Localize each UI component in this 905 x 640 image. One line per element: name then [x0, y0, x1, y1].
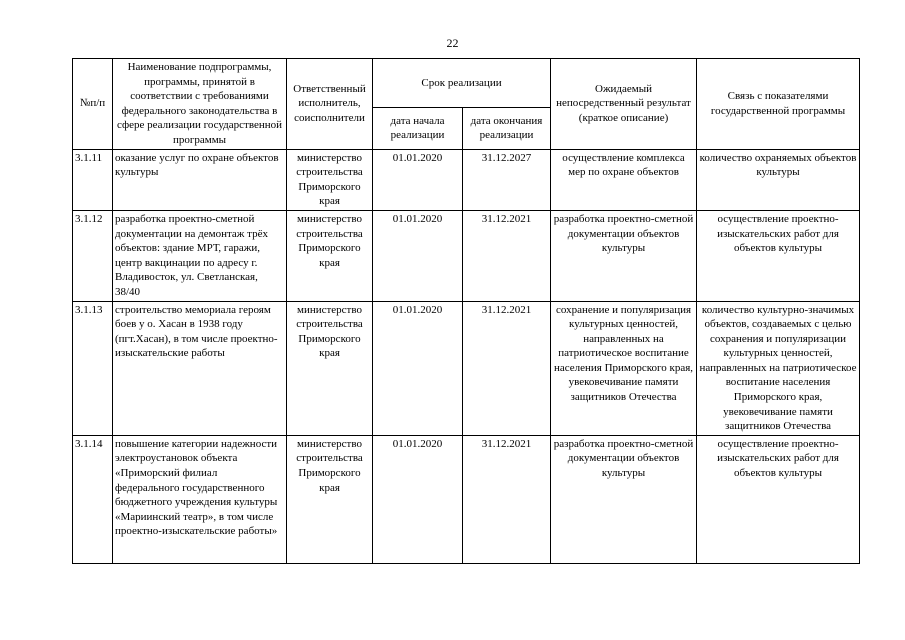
- row-start: 01.01.2020: [373, 301, 463, 435]
- header-period: Срок реализации: [373, 59, 551, 108]
- row-end: 31.12.2021: [463, 210, 551, 301]
- row-num: 3.1.14: [73, 435, 113, 563]
- row-link: количество культурно-значимых объектов, создаваемых с целью сохранения и популяризации культурных ценностей, направленных на патриотическое воспитание населения Приморского края, увековечивание памяти защитников Отечества: [697, 301, 860, 435]
- table-row: [73, 435, 860, 563]
- header-executor: Ответственный исполнитель, соисполнители: [287, 59, 373, 150]
- row-num: 3.1.12: [73, 210, 113, 301]
- table-row: [73, 210, 860, 301]
- header-name: Наименование подпрограммы, программы, принятой в соответствии с требованиями федерального законодательства в сфере реализации государственной программы: [113, 59, 287, 150]
- row-executor: министерство строительства Приморского края: [287, 149, 373, 210]
- row-link: осуществление проектно-изыскательских работ для объектов культуры: [697, 435, 860, 563]
- row-link: количество охраняемых объектов культуры: [697, 149, 860, 210]
- header-result: Ожидаемый непосредственный результат (краткое описание): [551, 59, 697, 150]
- header-link: Связь с показателями государственной программы: [697, 59, 860, 150]
- header-num: №п/п: [73, 59, 113, 150]
- page-number: 22: [446, 36, 459, 50]
- row-result: сохранение и популяризация культурных ценностей, направленных на патриотическое воспитание населения Приморского края, увековечивание памяти защитников Отечества: [551, 301, 697, 435]
- header-end: дата окончания реализации: [463, 108, 551, 149]
- row-result: разработка проектно-сметной документации объектов культуры: [551, 435, 697, 563]
- row-name: строительство мемориала героям боев у о. Хасан в 1938 году (пгт.Хасан), в том числе проектно-изыскательские работы: [113, 301, 287, 435]
- row-num: 3.1.11: [73, 149, 113, 210]
- program-table: [72, 58, 860, 564]
- header-start: дата начала реализации: [373, 108, 463, 149]
- row-executor: министерство строительства Приморского края: [287, 301, 373, 435]
- row-name: повышение категории надежности электроустановок объекта «Приморский филиал федерального государственного бюджетного учреждения культуры «Мариинский театр», в том числе проектно-изыскательские работы»: [113, 435, 287, 563]
- row-start: 01.01.2020: [373, 435, 463, 563]
- row-name: разработка проектно-сметной документации на демонтаж трёх объектов: здание МРТ, гаражи, центр вакцинации по адресу г. Владивосток, ул. Светланская, 38/40: [113, 210, 287, 301]
- row-result: осуществление комплекса мер по охране объектов: [551, 149, 697, 210]
- row-num: 3.1.13: [73, 301, 113, 435]
- table-row: [73, 149, 860, 210]
- row-executor: министерство строительства Приморского края: [287, 210, 373, 301]
- row-end: 31.12.2021: [463, 301, 551, 435]
- row-end: 31.12.2021: [463, 435, 551, 563]
- row-start: 01.01.2020: [373, 210, 463, 301]
- row-executor: министерство строительства Приморского края: [287, 435, 373, 563]
- table-row: [73, 301, 860, 435]
- row-start: 01.01.2020: [373, 149, 463, 210]
- row-link: осуществление проектно-изыскательских работ для объектов культуры: [697, 210, 860, 301]
- row-result: разработка проектно-сметной документации объектов культуры: [551, 210, 697, 301]
- row-end: 31.12.2027: [463, 149, 551, 210]
- row-name: оказание услуг по охране объектов культуры: [113, 149, 287, 210]
